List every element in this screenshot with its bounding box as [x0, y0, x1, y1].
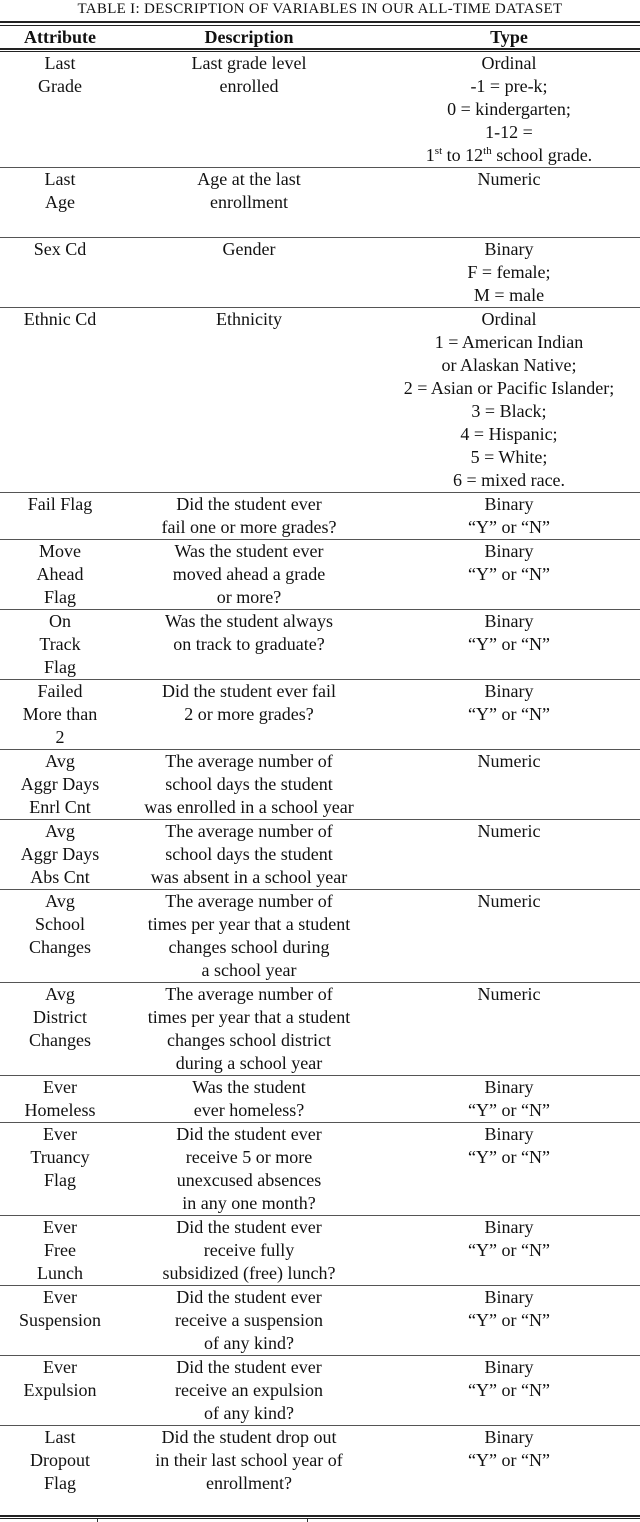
type-text: Numeric	[477, 984, 541, 1004]
attribute-text: Sex Cd	[33, 239, 87, 259]
type-cell	[378, 1076, 640, 1122]
description-text: Did the student ever receive a suspension of any kind?	[175, 1287, 323, 1353]
attribute-text: Move Ahead Flag	[36, 541, 84, 607]
attribute-text: Failed More than 2	[22, 681, 98, 747]
table-row	[0, 1075, 640, 1122]
type-text: Binary “Y” or “N”	[468, 1124, 550, 1167]
attribute-text: Ever Homeless	[24, 1077, 96, 1120]
table-row	[0, 749, 640, 819]
attribute-text: Avg School Changes	[29, 891, 91, 957]
type-cell	[378, 540, 640, 609]
table-row	[0, 1215, 640, 1285]
type-cell	[378, 1356, 640, 1425]
type-text: Binary “Y” or “N”	[468, 494, 550, 537]
table-row	[0, 1122, 640, 1215]
description-cell	[120, 890, 378, 982]
description-text: The average number of times per year that a student changes school district during a school year	[147, 984, 351, 1073]
table-body	[0, 52, 640, 1495]
variables-table	[0, 21, 640, 1495]
type-text: Binary “Y” or “N”	[468, 1077, 550, 1120]
attribute-text: Avg Aggr Days Enrl Cnt	[20, 751, 100, 817]
attribute-text: Avg District Changes	[29, 984, 91, 1050]
description-text: The average number of school days the student was enrolled in a school year	[144, 751, 354, 817]
type-text: Binary “Y” or “N”	[468, 1217, 550, 1260]
type-cell	[378, 983, 640, 1075]
attribute-text: Ever Truancy Flag	[30, 1124, 90, 1190]
table-row	[0, 889, 640, 982]
attribute-cell	[0, 890, 120, 982]
type-cell	[378, 680, 640, 749]
type-cell	[378, 238, 640, 307]
description-cell	[120, 983, 378, 1075]
type-cell	[378, 1426, 640, 1495]
type-cell	[378, 168, 640, 237]
table-row	[0, 539, 640, 609]
description-cell	[120, 168, 378, 237]
attribute-cell	[0, 1426, 120, 1495]
type-text: Binary “Y” or “N”	[468, 541, 550, 584]
attribute-cell	[0, 1216, 120, 1285]
attribute-cell	[0, 1123, 120, 1215]
table-row	[0, 237, 640, 307]
type-text: Numeric	[477, 891, 541, 911]
attribute-text: Ever Suspension	[18, 1287, 101, 1330]
description-text: Did the student ever receive fully subsidized (free) lunch?	[162, 1217, 336, 1283]
table-bottom-rule	[0, 1515, 640, 1519]
header-attribute: Attribute	[24, 27, 96, 47]
attribute-cell	[0, 1076, 120, 1122]
description-text: The average number of school days the student was absent in a school year	[150, 821, 348, 887]
attribute-text: On Track Flag	[39, 611, 81, 677]
attribute-text: Ethnic Cd	[23, 309, 97, 329]
attribute-text: Last Dropout Flag	[30, 1427, 90, 1493]
table-row	[0, 679, 640, 749]
description-text: The average number of times per year that a student changes school during a school year	[147, 891, 351, 980]
attribute-cell	[0, 308, 120, 492]
type-line-part: st	[434, 145, 443, 157]
description-text: Age at the last enrollment	[197, 169, 301, 212]
description-text: Was the student always on track to graduate?	[164, 611, 333, 654]
description-cell	[120, 1286, 378, 1355]
description-cell	[120, 750, 378, 819]
description-cell	[120, 1356, 378, 1425]
description-text: Did the student ever receive an expulsion of any kind?	[175, 1357, 323, 1423]
table-row	[0, 819, 640, 889]
description-text: Last grade level enrolled	[191, 53, 307, 96]
description-text: Was the student ever moved ahead a grade or more?	[172, 541, 326, 607]
type-text: Binary “Y” or “N”	[468, 1287, 550, 1330]
type-text: Binary “Y” or “N”	[468, 681, 550, 724]
type-line-part: 1	[425, 145, 435, 165]
attribute-cell	[0, 493, 120, 539]
type-line-part: to 12	[442, 145, 484, 165]
attribute-cell	[0, 983, 120, 1075]
type-cell	[378, 750, 640, 819]
description-text: Was the student ever homeless?	[192, 1077, 306, 1120]
table-row	[0, 982, 640, 1075]
table-row	[0, 167, 640, 237]
attribute-text: Ever Free Lunch	[37, 1217, 83, 1283]
table-row	[0, 1355, 640, 1425]
table-row	[0, 1425, 640, 1495]
description-text: Did the student ever fail one or more grades?	[161, 494, 337, 537]
attribute-text: Fail Flag	[27, 494, 93, 514]
table-row	[0, 307, 640, 492]
type-cell	[378, 1286, 640, 1355]
type-cell	[378, 1216, 640, 1285]
type-text: Ordinal 1 = American Indian or Alaskan Native; 2 = Asian or Pacific Islander; 3 = Black; 4 = Hispanic; 5 = White; 6 = mixed race.	[403, 309, 615, 490]
description-cell	[120, 1123, 378, 1215]
description-text: Did the student ever receive 5 or more unexcused absences in any one month?	[176, 1124, 322, 1213]
attribute-cell	[0, 1356, 120, 1425]
type-cell	[378, 820, 640, 889]
description-text: Gender	[222, 239, 276, 259]
type-line-part: school grade.	[491, 145, 593, 165]
type-text: Ordinal -1 = pre-k; 0 = kindergarten; 1-12 =	[447, 53, 571, 142]
type-cell	[378, 610, 640, 679]
attribute-cell	[0, 610, 120, 679]
table-row	[0, 52, 640, 167]
description-cell	[120, 540, 378, 609]
type-text: Numeric	[477, 751, 541, 771]
table-header-row	[0, 26, 640, 48]
table-row	[0, 609, 640, 679]
attribute-cell	[0, 750, 120, 819]
description-text: Ethnicity	[216, 309, 282, 329]
type-cell	[378, 493, 640, 539]
attribute-cell	[0, 680, 120, 749]
description-cell	[120, 820, 378, 889]
table-caption: TABLE I: DESCRIPTION OF VARIABLES IN OUR ALL-TIME DATASET	[77, 1, 563, 17]
description-cell	[120, 493, 378, 539]
type-text: Binary “Y” or “N”	[468, 611, 550, 654]
attribute-text: Last Grade	[38, 53, 82, 96]
attribute-cell	[0, 168, 120, 237]
description-cell	[120, 1076, 378, 1122]
attribute-cell	[0, 52, 120, 167]
description-cell	[120, 610, 378, 679]
description-cell	[120, 680, 378, 749]
type-text: Binary “Y” or “N”	[468, 1357, 550, 1400]
header-type: Type	[490, 27, 528, 47]
type-cell	[378, 308, 640, 492]
table-row	[0, 1285, 640, 1355]
table-row	[0, 492, 640, 539]
attribute-text: Last Age	[44, 169, 76, 212]
type-text: Binary F = female; M = male	[467, 239, 551, 305]
type-cell	[378, 890, 640, 982]
description-text: Did the student drop out in their last school year of enrollment?	[155, 1427, 343, 1493]
description-cell	[120, 1426, 378, 1495]
attribute-cell	[0, 820, 120, 889]
type-cell	[378, 52, 640, 167]
header-description: Description	[204, 27, 294, 47]
attribute-text: Ever Expulsion	[23, 1357, 97, 1400]
type-text: Numeric	[477, 821, 541, 841]
attribute-cell	[0, 1286, 120, 1355]
attribute-cell	[0, 540, 120, 609]
description-cell	[120, 52, 378, 167]
type-cell	[378, 1123, 640, 1215]
description-cell	[120, 308, 378, 492]
type-grade-range-line	[378, 144, 640, 167]
attribute-cell	[0, 238, 120, 307]
attribute-text: Avg Aggr Days Abs Cnt	[20, 821, 100, 887]
description-text: Did the student ever fail 2 or more grades?	[162, 681, 336, 724]
description-cell	[120, 1216, 378, 1285]
type-line-part: th	[483, 145, 492, 157]
description-cell	[120, 238, 378, 307]
type-text: Numeric	[477, 169, 541, 189]
type-text: Binary “Y” or “N”	[468, 1427, 550, 1470]
